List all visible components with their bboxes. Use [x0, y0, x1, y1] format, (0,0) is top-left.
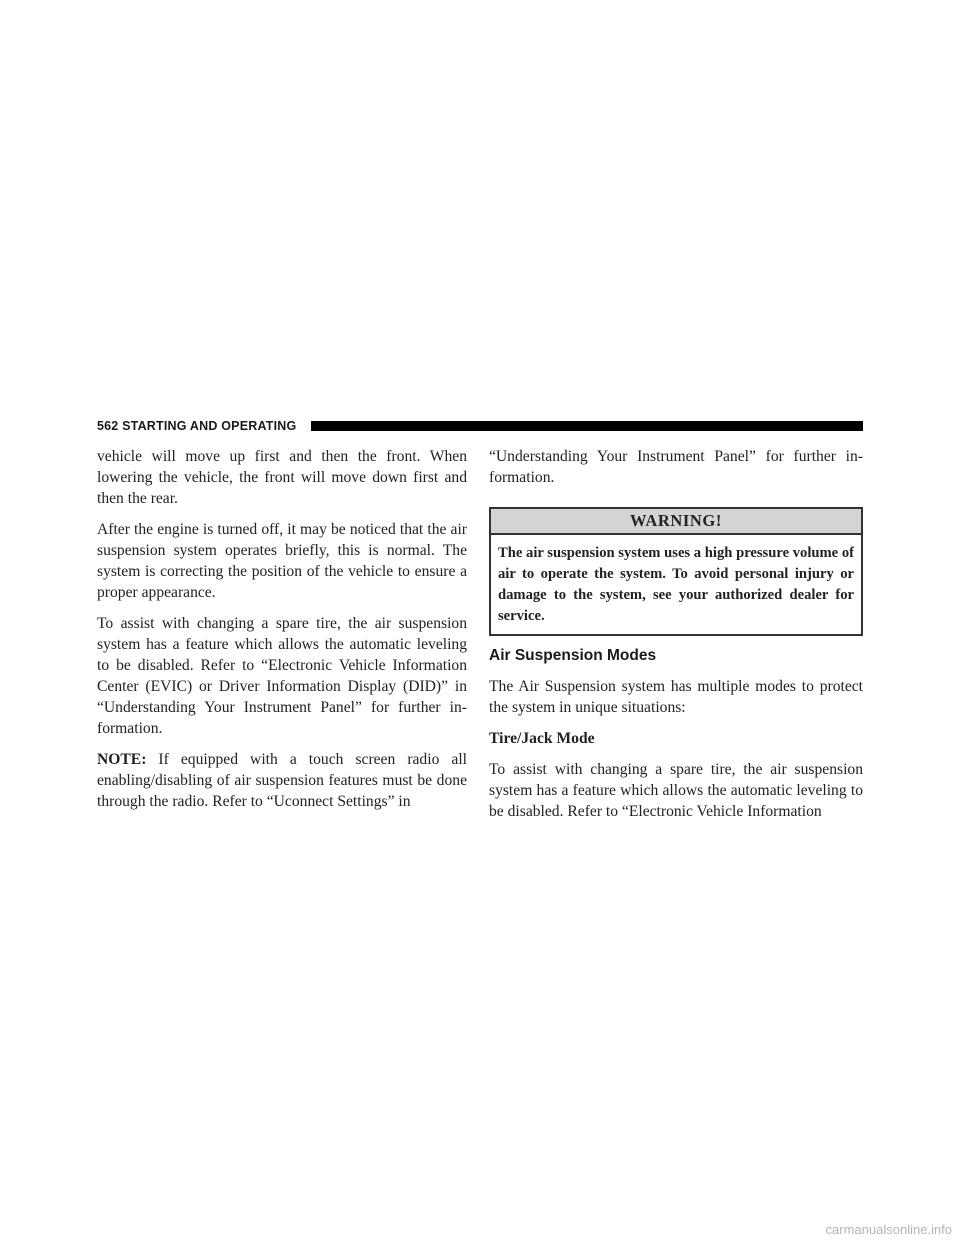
note-text: If equipped with a touch screen radio all enabling/disabling of air suspension features must be done through the radio. Refer to “Uconnect Settings” in — [97, 751, 467, 810]
warning-box — [489, 507, 863, 636]
right-column — [489, 446, 863, 832]
note-paragraph — [97, 749, 467, 812]
watermark: carmanualsonline.info — [825, 1222, 952, 1237]
left-column — [97, 446, 467, 822]
note-label: NOTE: — [97, 751, 147, 768]
page-number-section-title: 562 STARTING AND OPERATING — [97, 419, 297, 433]
section-heading-air-suspension-modes: Air Suspension Modes — [489, 647, 657, 664]
warning-title: WARNING! — [491, 509, 861, 535]
subheading-tire-jack-mode: Tire/Jack Mode — [489, 730, 595, 747]
paragraph-spare-tire: To assist with changing a spare tire, the air suspension system has a feature which allows the automatic leveling to be disabled. Refer to “Electronic Vehicle Information Center (EVIC) or Driver Information Display (DID)” in “Understanding Your Instrument Panel” for further information. — [97, 615, 467, 737]
paragraph-continued: “Understanding Your Instrument Panel” for further information. — [489, 448, 863, 486]
paragraph-vehicle-move: vehicle will move up first and then the front. When lowering the vehicle, the front will move down first and then the rear. — [97, 448, 467, 507]
paragraph-tire-jack: To assist with changing a spare tire, the air suspension system has a feature which allows the automatic leveling to be disabled. Refer to “Electronic Vehicle Information — [489, 761, 863, 820]
paragraph-engine-off: After the engine is turned off, it may be noticed that the air suspension system operates briefly, this is normal. The system is correcting the position of the vehicle to ensure a proper appearance. — [97, 521, 467, 601]
page-header — [97, 419, 863, 434]
warning-body: The air suspension system uses a high pressure volume of air to operate the system. To avoid personal injury or damage to the system, see your authorized dealer for service. — [498, 545, 854, 624]
header-rule — [311, 421, 863, 431]
paragraph-modes-intro: The Air Suspension system has multiple modes to protect the system in unique situations: — [489, 678, 863, 716]
